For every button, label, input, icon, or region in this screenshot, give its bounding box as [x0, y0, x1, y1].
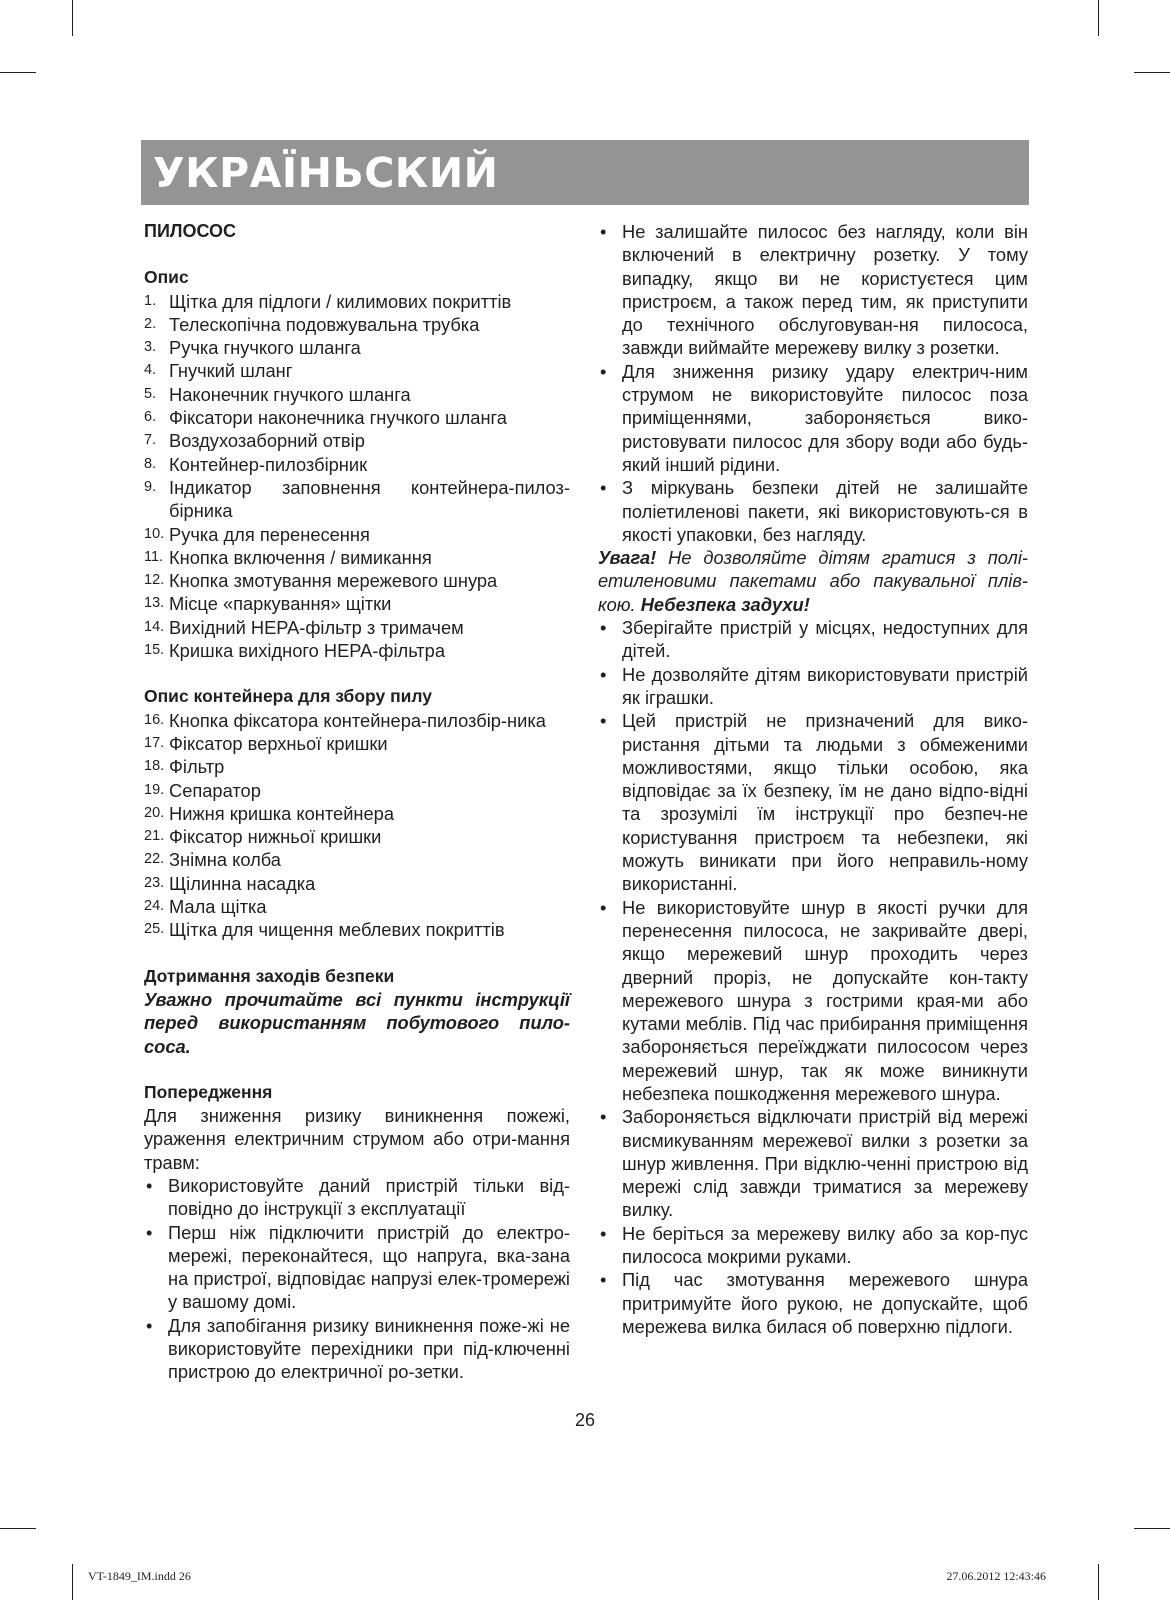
crop-mark-top-left-h	[0, 72, 36, 73]
item-number: 6.	[144, 409, 157, 426]
item-text: Індикатор заповнення контейнера-пилоз-бірника	[169, 476, 570, 522]
crop-mark-bottom-left-h	[0, 1528, 36, 1529]
safety-note: Уважно прочитайте всі пункти інструкції перед використанням побутового пило-соса.	[144, 988, 570, 1057]
list-item	[144, 313, 570, 336]
attention-text: Не дозволяйте дітям гратися з полі-етиленовими пакетами або пакувальної плів-кою.	[598, 547, 1028, 615]
item-text: Нижня кришка контейнера	[169, 802, 395, 824]
list-item	[144, 825, 570, 848]
list-item	[144, 709, 570, 732]
item-number: 24.	[144, 898, 165, 915]
list-item	[144, 546, 570, 569]
container-parts-list	[144, 709, 570, 942]
item-number: 15.	[144, 642, 165, 659]
item-text: Місце «паркування» щітки	[169, 593, 392, 615]
list-item	[144, 779, 570, 802]
item-number: 3.	[144, 339, 157, 356]
item-text: Мала щітка	[169, 896, 267, 918]
right-column	[598, 220, 1028, 1338]
list-item	[144, 848, 570, 871]
item-text: Ручка гнучкого шланга	[169, 337, 361, 359]
bullet-item: • Перш ніж підключити пристрій до електро-мережі, переконайтеся, що напруга, вка-зана на пристрої, відповідає напрузі елек-тромережі у вашому домі.	[144, 1221, 570, 1314]
item-text: Щітка для чищення меблевих покриттів	[169, 919, 505, 941]
list-item	[144, 523, 570, 546]
list-item	[144, 616, 570, 639]
item-number: 9.	[144, 478, 157, 495]
item-number: 1.	[144, 292, 157, 309]
item-number: 5.	[144, 385, 157, 402]
item-text: Наконечник гнучкого шланга	[169, 383, 411, 405]
item-text: Щітка для підлоги / килимових покриттів	[169, 290, 512, 312]
list-item	[144, 290, 570, 313]
item-number: 8.	[144, 455, 157, 472]
list-item	[144, 872, 570, 895]
list-item	[144, 755, 570, 778]
item-number: 25.	[144, 921, 165, 938]
item-number: 12.	[144, 572, 165, 589]
item-text: Кнопка змотування мережевого шнура	[169, 570, 498, 592]
bullet-item: • Не беріться за мережеву вилку або за кор-пус пилососа мокрими руками.	[598, 1222, 1028, 1269]
item-text: Гнучкий шланг	[169, 360, 293, 382]
bullet-item: • Цей пристрій не призначений для вико-ристання дітьми та людьми з обмеженими можливостями, якщо тільки особою, яка відповідає за їх безпеку, їм не дано відпо-відні та зрозумілі їм інструкції про безпеч-не користування пристроєм та небезпеки, які можуть виникати при його неправиль-ному використанні.	[598, 709, 1028, 895]
list-item	[144, 639, 570, 662]
list-item	[144, 569, 570, 592]
item-number: 22.	[144, 851, 165, 868]
bullet-item: • З міркувань безпеки дітей не залишайте поліетиленові пакети, які використовують-ся в якості упаковки, без нагляду.	[598, 476, 1028, 546]
item-number: 13.	[144, 595, 165, 612]
list-item	[144, 359, 570, 382]
crop-mark-bottom-left-v	[72, 1564, 73, 1600]
bullet-item: • Не залишайте пилосос без нагляду, коли він включений в електричну розетку. У тому випадку, якщо ви не користуєтеся цим пристроєм, а також перед тим, як приступити до технічного обслуговуван-ня пилососа, завжди виймайте мережеву вилку з розетки.	[598, 220, 1028, 360]
container-heading: Опис контейнера для збору пилу	[144, 686, 433, 707]
left-column	[144, 220, 570, 1384]
safety-heading: Дотримання заходів безпеки	[144, 965, 395, 986]
description-heading: Опис	[144, 267, 189, 288]
item-number: 14.	[144, 618, 165, 635]
item-text: Контейнер-пилозбірник	[169, 453, 368, 475]
bullet-item: • Для зниження ризику удару електрич-ним струмом не використовуйте пилосос поза приміщеннями, забороняється вико-ристовувати пилосос для збору води або будь-який інший рідини.	[598, 360, 1028, 476]
bullet-item: • Не дозволяйте дітям використовувати пристрій як іграшки.	[598, 663, 1028, 710]
item-number: 19.	[144, 781, 165, 798]
list-item	[144, 732, 570, 755]
item-text: Фіксатор нижньої кришки	[169, 826, 382, 848]
parts-list	[144, 290, 570, 663]
item-number: 2.	[144, 315, 157, 332]
bullet-item: • Під час змотування мережевого шнура притримуйте його рукою, не допускайте, щоб мережева вилка билася об поверхню підлоги.	[598, 1268, 1028, 1338]
footer-timestamp: 27.06.2012 12:43:46	[946, 1569, 1046, 1583]
warnings-list	[144, 1174, 570, 1384]
bullet-item: • Зберігайте пристрій у місцях, недоступних для дітей.	[598, 616, 1028, 663]
item-text: Кнопка включення / вимикання	[169, 546, 432, 568]
attention-label: Увага!	[598, 547, 657, 569]
page-number: 26	[574, 1410, 596, 1430]
list-item	[144, 895, 570, 918]
safety-bullets-bottom	[598, 616, 1028, 1338]
item-text: Фільтр	[169, 756, 225, 778]
item-text: Кнопка фіксатора контейнера-пилозбір-ника	[169, 709, 546, 731]
item-number: 18.	[144, 758, 165, 775]
list-item	[144, 453, 570, 476]
crop-mark-bottom-right-v	[1098, 1564, 1099, 1600]
item-number: 23.	[144, 874, 165, 891]
list-item	[144, 429, 570, 452]
warnings-heading: Попередження	[144, 1081, 273, 1102]
crop-mark-top-right-h	[1134, 72, 1170, 73]
item-text: Щілинна насадка	[169, 872, 316, 894]
language-title: УКРАЇНЬСКИЙ	[153, 149, 499, 197]
list-item	[144, 336, 570, 359]
item-text: Знімна колба	[169, 849, 281, 871]
attention-danger: Небезпека задухи!	[640, 593, 810, 615]
attention-paragraph	[598, 546, 1028, 616]
item-text: Ручка для перенесення	[169, 523, 370, 545]
list-item	[144, 406, 570, 429]
item-number: 16.	[144, 711, 165, 728]
bullet-item: • Не використовуйте шнур в якості ручки для перенесення пилососа, не закривайте двері, якщо мережевий шнур проходить через дверний проріз, не допускайте кон-такту мережевого шнура з гострими края-ми або кутами меблів. Під час прибирання приміщення забороняється переїжджати пилососом через мережевий шнур, так як може виникнути небезпека пошкодження мережевого шнура.	[598, 896, 1028, 1106]
item-text: Телескопічна подовжувальна трубка	[169, 313, 480, 335]
item-number: 10.	[144, 525, 165, 542]
bullet-item: • Забороняється відключати пристрій від мережі висмикуванням мережевої вилки з розетки за шнур живлення. При відклю-ченні пристрою від мережі слід завжди триматися за мережеву вилку.	[598, 1105, 1028, 1221]
list-item	[144, 383, 570, 406]
bullet-item: • Використовуйте даний пристрій тільки від-повідно до інструкції з експлуатації	[144, 1174, 570, 1221]
crop-mark-top-right-v	[1098, 0, 1099, 36]
item-number: 4.	[144, 362, 157, 379]
item-number: 17.	[144, 734, 165, 751]
warnings-intro: Для зниження ризику виникнення пожежі, ураження електричним струмом або отри-мання травм:	[144, 1105, 570, 1173]
list-item	[144, 476, 570, 523]
item-text: Сепаратор	[169, 779, 261, 801]
list-item	[144, 918, 570, 941]
bullet-item: • Для запобігання ризику виникнення поже-жі не використовуйте перехідники при під-ключенні пристрою до електричної ро-зетки.	[144, 1314, 570, 1384]
item-number: 7.	[144, 432, 157, 449]
item-number: 21.	[144, 828, 165, 845]
crop-mark-top-left-v	[72, 0, 73, 36]
item-text: Фіксатори наконечника гнучкого шланга	[169, 407, 507, 429]
item-number: 11.	[144, 548, 164, 565]
item-text: Воздухозаборний отвір	[169, 430, 365, 452]
crop-mark-bottom-right-h	[1134, 1528, 1170, 1529]
item-text: Фіксатор верхньої кришки	[169, 732, 388, 754]
list-item	[144, 592, 570, 615]
document-title: ПИЛОСОС	[144, 221, 237, 241]
item-number: 20.	[144, 804, 165, 821]
item-text: Вихідний HEPA-фільтр з тримачем	[169, 616, 464, 638]
footer-file: VT-1849_IM.indd 26	[88, 1569, 191, 1583]
language-banner	[141, 140, 1029, 205]
item-text: Кришка вихідного HEPA-фільтра	[169, 640, 445, 662]
safety-bullets-top	[598, 220, 1028, 546]
list-item	[144, 802, 570, 825]
